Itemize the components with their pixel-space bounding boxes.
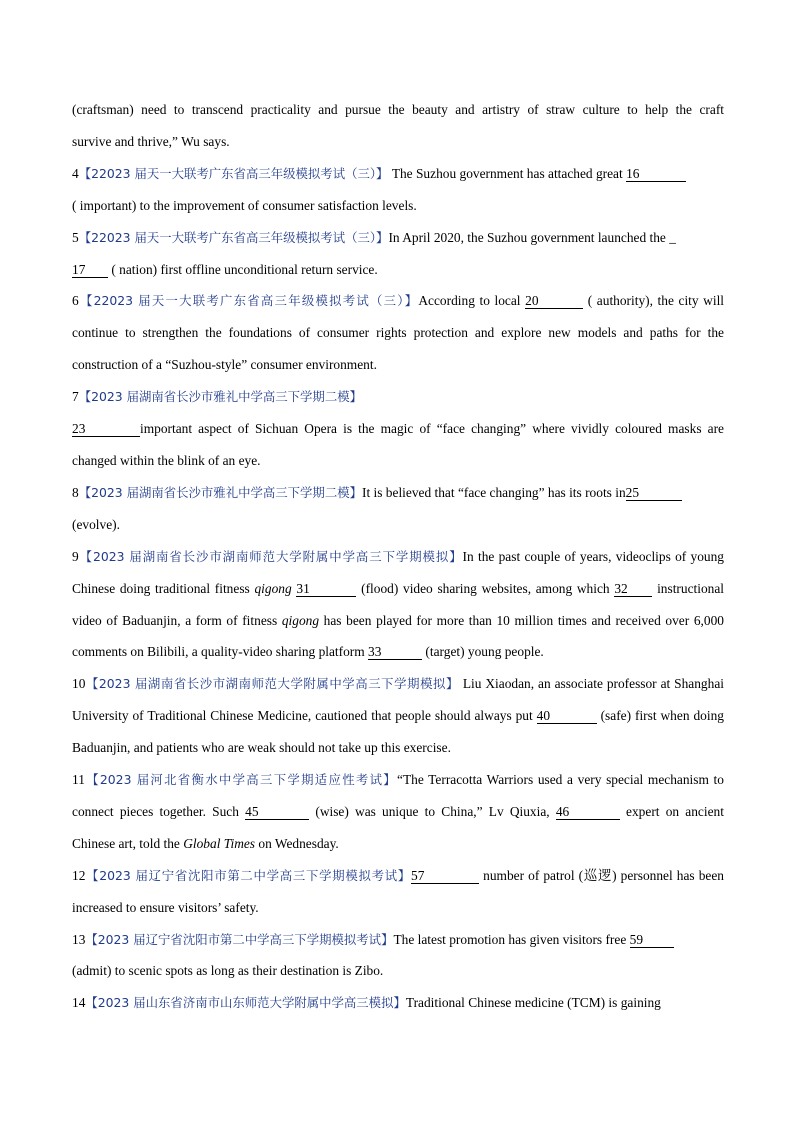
- publication-name: Global Times: [183, 835, 256, 851]
- question-text: number of patrol (巡逻) personnel has been increased to ensure visitors’ safety.: [72, 867, 724, 915]
- question-text: In April 2020, the Suzhou government launched the: [388, 229, 666, 245]
- question-6: [72, 285, 724, 381]
- question-source: 【22023 届天一大联考广东省高三年级模拟考试（三）】: [78, 293, 419, 309]
- question-11: [72, 764, 724, 860]
- question-number: 8: [72, 484, 79, 500]
- question-number: 14: [72, 995, 86, 1011]
- question-text: (safe) first when doing Baduanjin, and patients who are weak should not take up this exercise.: [72, 708, 724, 756]
- question-text: Liu Xiaodan, an associate professor at Shanghai University of Traditional Chinese Medicine, cautioned that people should always put: [72, 676, 724, 724]
- question-text: ( nation) first offline unconditional return service.: [111, 261, 378, 277]
- question-text: The Suzhou government has attached great: [391, 165, 623, 181]
- question-14: [72, 987, 724, 1019]
- question-9: [72, 541, 724, 669]
- question-8: [72, 477, 724, 541]
- question-text: (flood) video sharing websites, among which: [361, 580, 610, 596]
- question-source: 【2023 届湖南省长沙市湖南师范大学附属中学高三下学期模拟】: [78, 548, 463, 564]
- question-10: [72, 668, 724, 764]
- question-text: ( important) to the improvement of consumer satisfaction levels.: [72, 197, 417, 213]
- question-source: 【2023 届山东省济南市山东师范大学附属中学高三模拟】: [85, 995, 406, 1011]
- answer-blank[interactable]: 20: [525, 293, 583, 309]
- question-text: “The Terracotta Warriors used a very special mechanism to connect pieces together. Such: [72, 772, 724, 819]
- answer-blank[interactable]: 59: [630, 932, 674, 948]
- question-text: (target) young people.: [425, 644, 544, 660]
- question-text: (evolve).: [72, 516, 120, 532]
- question-term: qigong: [254, 580, 292, 596]
- question-source: 【2023 届辽宁省沈阳市第二中学高三下学期模拟考试】: [85, 867, 412, 883]
- answer-blank[interactable]: 40: [537, 708, 597, 724]
- question-12: [72, 860, 724, 924]
- question-source: 【2023 届河北省衡水中学高三下学期适应性考试】: [84, 772, 397, 788]
- question-text: Traditional Chinese medicine (TCM) is gaining: [405, 995, 661, 1011]
- answer-blank[interactable]: 32: [614, 581, 652, 597]
- question-4: [72, 158, 724, 222]
- question-source: 【22023 届天一大联考广东省高三年级模拟考试（三）】: [78, 165, 389, 181]
- question-text: expert on ancient Chinese art, told the: [72, 803, 724, 851]
- question-number: 11: [72, 772, 85, 788]
- answer-blank[interactable]: 45: [245, 804, 309, 820]
- answer-blank[interactable]: 16: [626, 166, 686, 182]
- question-text: In the past couple of years, videoclips of young Chinese doing traditional fitness: [72, 548, 724, 596]
- question-number: 12: [72, 867, 86, 883]
- intro-line-1: (craftsman) need to transcend practicality and pursue the beauty and artistry of straw culture to help the craft: [72, 102, 724, 117]
- question-number: 5: [72, 229, 79, 245]
- answer-blank[interactable]: 23: [72, 421, 140, 437]
- intro-line-2: survive and thrive,” Wu says.: [72, 133, 230, 149]
- question-number: 6: [72, 293, 79, 309]
- question-source: 【22023 届天一大联考广东省高三年级模拟考试（三）】: [78, 229, 389, 245]
- question-text: ( authority), the city will continue to strengthen the foundations of consumer rights protection and explore new models and paths for the construction of a “Suzhou-style” consumer environment.: [72, 293, 725, 373]
- question-source: 【2023 届湖南省长沙市湖南师范大学附属中学高三下学期模拟】: [85, 676, 459, 692]
- question-number: 4: [72, 165, 79, 181]
- question-5: 5【22023 届天一大联考广东省高三年级模拟考试（三）】In April 2020, the Suzhou government launched the _ 17 ( nation) first offline unconditional return service.: [72, 229, 676, 277]
- question-number: 9: [72, 548, 79, 564]
- answer-blank[interactable]: 25: [626, 485, 682, 501]
- question-text: According to local: [418, 293, 521, 309]
- question-number: 10: [72, 676, 86, 692]
- question-number: 13: [72, 931, 86, 947]
- question-13: [72, 924, 724, 988]
- question-text: (admit) to scenic spots as long as their destination is Zibo.: [72, 963, 384, 979]
- question-text: instructional video of Baduanjin, a form of fitness: [72, 580, 725, 628]
- answer-blank[interactable]: 17: [72, 262, 108, 278]
- document-page: [72, 94, 724, 1019]
- question-text: (wise) was unique to China,” Lv Qiuxia,: [315, 803, 550, 819]
- question-text: The latest promotion has given visitors free: [393, 931, 627, 947]
- answer-blank[interactable]: 33: [368, 644, 422, 660]
- question-source: 【2023 届湖南省长沙市雅礼中学高三下学期二模】: [78, 389, 362, 405]
- question-number: 7: [72, 389, 79, 405]
- intro-paragraph-end: [72, 126, 724, 158]
- question-text: It is believed that “face changing” has its roots in: [362, 484, 626, 500]
- question-source: 【2023 届辽宁省沈阳市第二中学高三下学期模拟考试】: [85, 931, 394, 947]
- question-text: important aspect of Sichuan Opera is the magic of “face changing” where vividly coloured masks are changed within the blink of an eye.: [72, 421, 724, 468]
- answer-blank[interactable]: 46: [556, 804, 620, 820]
- answer-blank[interactable]: 31: [296, 581, 356, 597]
- intro-paragraph: [72, 94, 724, 126]
- question-text: on Wednesday.: [258, 835, 339, 851]
- question-7: [72, 381, 724, 477]
- question-source: 【2023 届湖南省长沙市雅礼中学高三下学期二模】: [78, 484, 362, 500]
- question-text: has been played for more than 10 million times and received over 6,000 comments on Bilibili, a quality-video sharing platform: [72, 612, 724, 660]
- question-term: qigong: [281, 612, 320, 628]
- answer-blank[interactable]: 57: [411, 868, 479, 884]
